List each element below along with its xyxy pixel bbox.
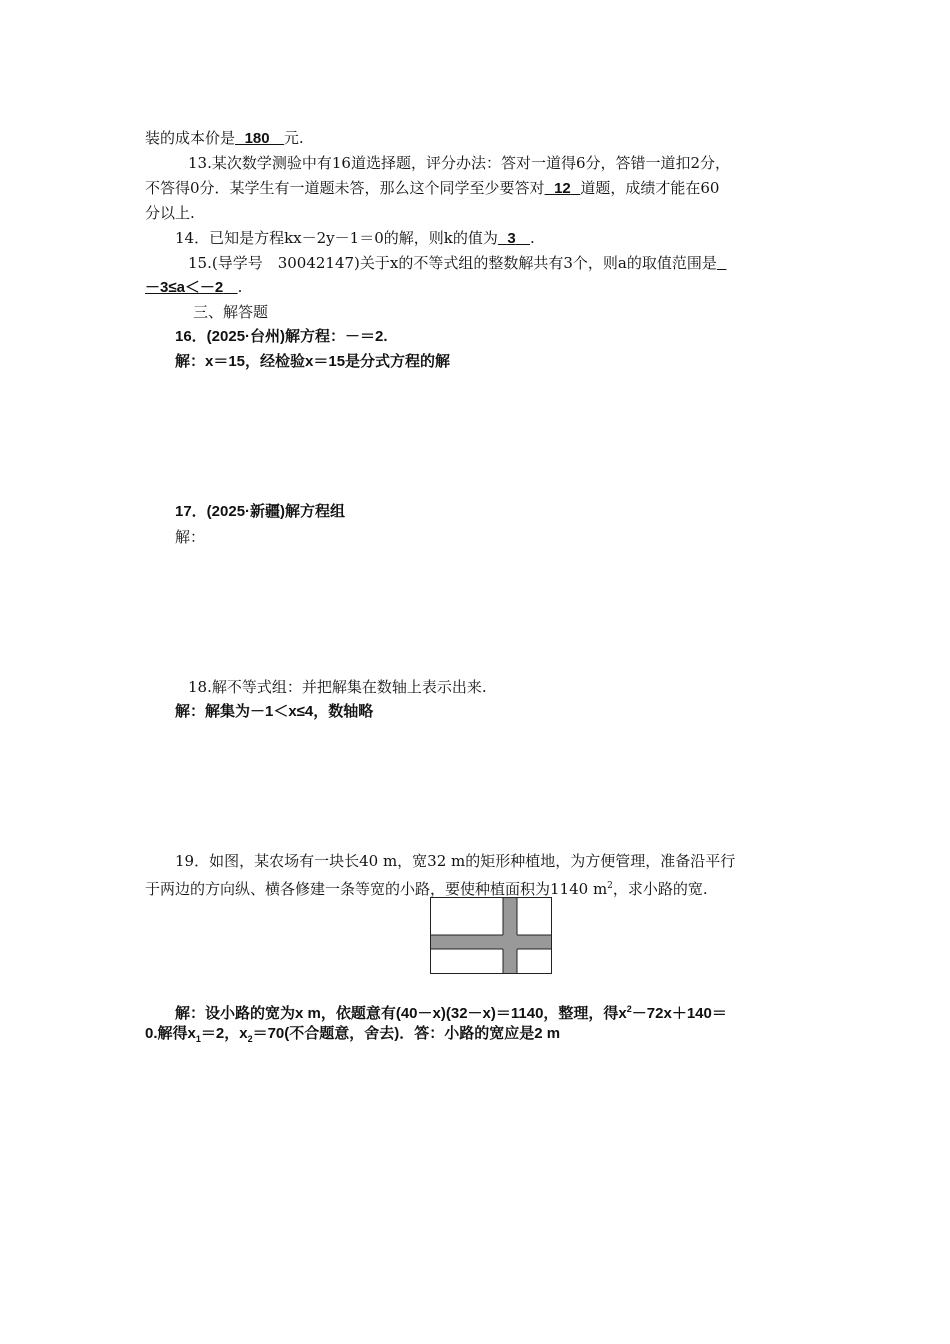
q19-line2: 于两边的方向纵、横各修建一条等宽的小路，要使种植面积为1140 $m^2$，求小路的宽.: [145, 880, 708, 898]
q16-question: 16．(2025·台州)解方程：－＝2.: [175, 328, 388, 345]
q14-answer: 3: [507, 230, 516, 247]
q18-solution: 解：解集为－1＜x≤4，数轴略: [175, 703, 374, 720]
q19-line1: 19．如图，某农场有一块长40 m，宽32 m的矩形种植地，为方便管理，准备沿平行: [175, 852, 736, 870]
q13-line2: 不答得0分．某学生有一道题未答，那么这个同学至少要答对 12 道题，成绩才能在60: [145, 179, 720, 197]
q12-answer: 180: [244, 130, 270, 147]
q18-question: 18.解不等式组：并把解集在数轴上表示出来.: [188, 678, 487, 696]
q19-solution-line1: 解：设小路的宽为x m，依题意有(40－x)(32－x)＝1140，整理，得$x^2-72x+140=$: [175, 1004, 727, 1022]
vertical-road: [503, 898, 517, 973]
q15-line1: 15.(导学号 30042147)关于x的不等式组的整数解共有3个，则a的取值范围是: [188, 254, 717, 272]
q17-solution: 解：: [175, 528, 206, 546]
q13-line1: 13.某次数学测验中有16道选择题，评分办法：答对一道得6分，答错一道扣2分，: [188, 154, 731, 172]
q12-suffix: 元.: [283, 129, 304, 147]
field-diagram: [430, 897, 552, 974]
q15-line2: －3≤a＜－2 .: [145, 278, 243, 296]
section-title: 三、解答题: [193, 303, 269, 321]
q13-answer: 12: [554, 180, 571, 197]
q13-line3: 分以上.: [145, 204, 195, 222]
q19-solution-line2: 0.解得$x_1=2$，$x_2=70$(不合题意，舍去)．答：小路的宽应是2 m: [145, 1025, 561, 1044]
q12-prefix: 装的成本价是: [145, 129, 236, 147]
q14-line: 14．已知是方程kx－2y－1＝0的解，则k的值为 3 .: [175, 229, 535, 247]
q15-answer: －3≤a＜－2: [145, 279, 224, 296]
horizontal-road: [431, 935, 551, 949]
q17-question: 17．(2025·新疆)解方程组: [175, 503, 346, 520]
q12-tail-line: [145, 128, 304, 149]
q16-solution: 解：x＝15，经检验x＝15是分式方程的解: [175, 353, 451, 370]
